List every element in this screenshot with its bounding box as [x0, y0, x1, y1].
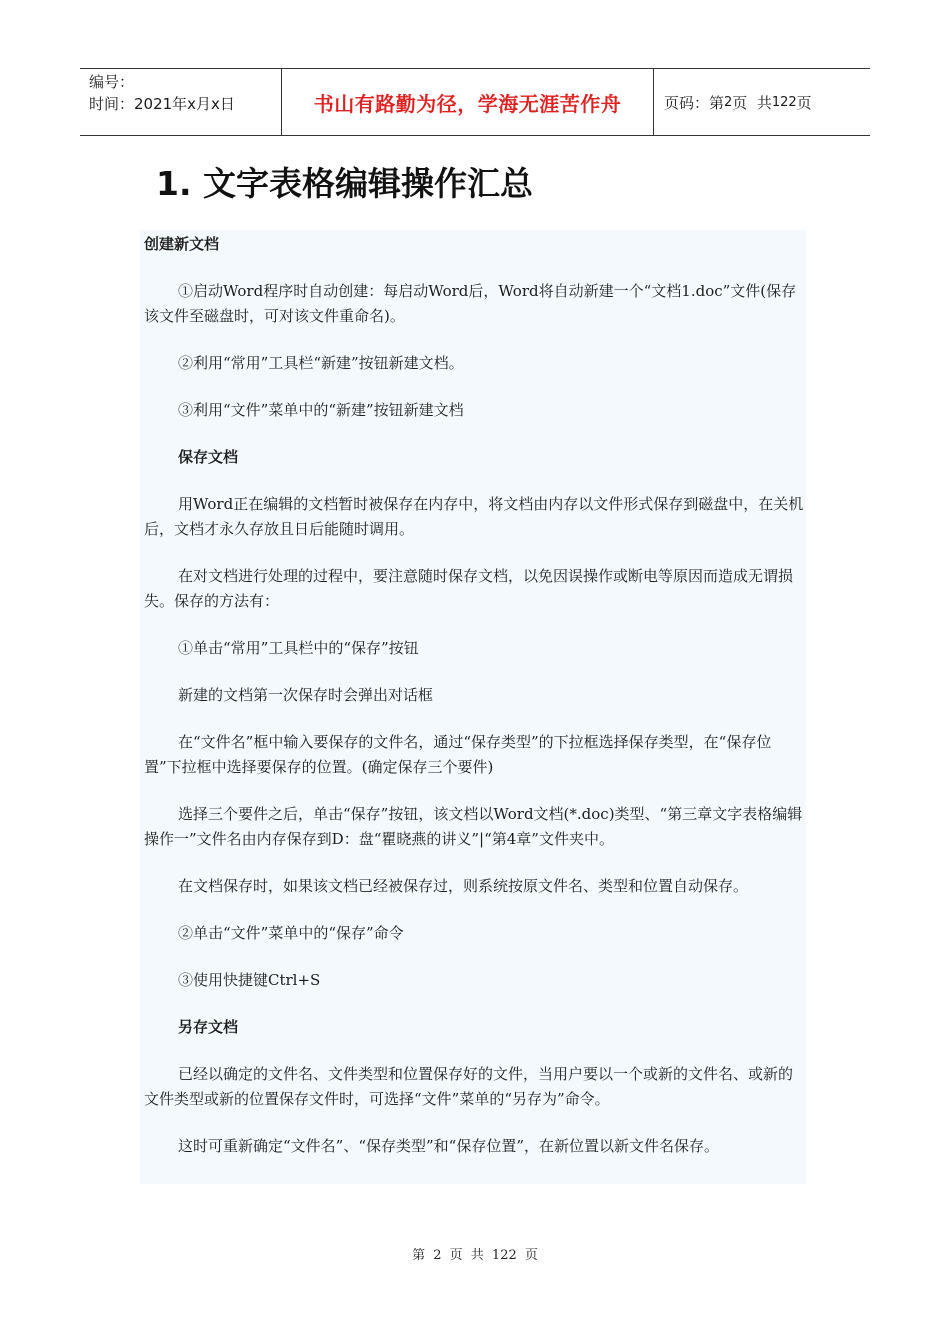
date-label: 时间：2021年x月x日 [89, 95, 235, 113]
paragraph: 在文档保存时，如果该文档已经被保存过，则系统按原文件名、类型和位置自动保存。 [178, 877, 749, 895]
paragraph: ③使用快捷键Ctrl+S [178, 971, 321, 989]
page-footer: 第 2 页 共 122 页 [412, 1248, 538, 1263]
paragraph: ①单击“常用”工具栏中的“保存”按钮 [178, 639, 419, 657]
paragraph: 在对文档进行处理的过程中，要注意随时保存文档，以免因误操作或断电等原因而造成无谓损失。保存的方法有： [144, 567, 794, 610]
paragraph: 这时可重新确定“文件名”、“保存类型”和“保存位置”，在新位置以新文件名保存。 [178, 1137, 720, 1155]
number-label: 编号： [89, 73, 135, 91]
header-page-cell [654, 69, 870, 135]
page-title: 1. 文字表格编辑操作汇总 [156, 164, 533, 203]
paragraph: ②单击“文件”菜单中的“保存”命令 [178, 924, 404, 942]
section-heading-save: 保存文档 [178, 448, 239, 466]
section-heading-save-as: 另存文档 [178, 1018, 239, 1036]
paragraph: 已经以确定的文件名、文件类型和位置保存好的文件，当用户要以一个或新的文件名、或新的文件类型或新的位置保存文件时，可选择“文件”菜单的“另存为”命令。 [144, 1065, 794, 1108]
page-header [80, 68, 870, 136]
paragraph: 选择三个要件之后，单击“保存”按钮，该文档以Word文档(*.doc)类型、“第三章文字表格编辑操作一”文件名由内存保存到D：盘“瞿晓燕的讲义”|“第4章”文件夹中。 [144, 805, 803, 848]
paragraph: 在“文件名”框中输入要保存的文件名，通过“保存类型”的下拉框选择保存类型，在“保存位置”下拉框中选择要保存的位置。(确定保存三个要件) [144, 733, 772, 776]
paragraph: ①启动Word程序时自动创建：每启动Word后，Word将自动新建一个“文档1.doc”文件(保存该文件至磁盘时，可对该文件重命名)。 [144, 282, 797, 325]
paragraph: ②利用“常用”工具栏“新建”按钮新建文档。 [178, 354, 464, 372]
page-label: 页码：第 [664, 93, 725, 112]
content-block [140, 230, 806, 1184]
paragraph: ③利用“文件”菜单中的“新建”按钮新建文档 [178, 401, 464, 419]
page-end: 页 [796, 93, 812, 112]
header-info-cell [80, 69, 282, 135]
section-heading-create: 创建新文档 [144, 235, 220, 253]
header-motto: 书山有路勤为径，学海无涯苦作舟 [282, 69, 654, 135]
page-total: 122 [771, 94, 797, 110]
paragraph: 新建的文档第一次保存时会弹出对话框 [178, 686, 434, 704]
page-current: 2 [724, 94, 733, 110]
paragraph: 用Word正在编辑的文档暂时被保存在内存中，将文档由内存以文件形式保存到磁盘中，在关机后，文档才永久存放且日后能随时调用。 [144, 495, 804, 538]
page-mid: 页 共 [732, 93, 772, 112]
